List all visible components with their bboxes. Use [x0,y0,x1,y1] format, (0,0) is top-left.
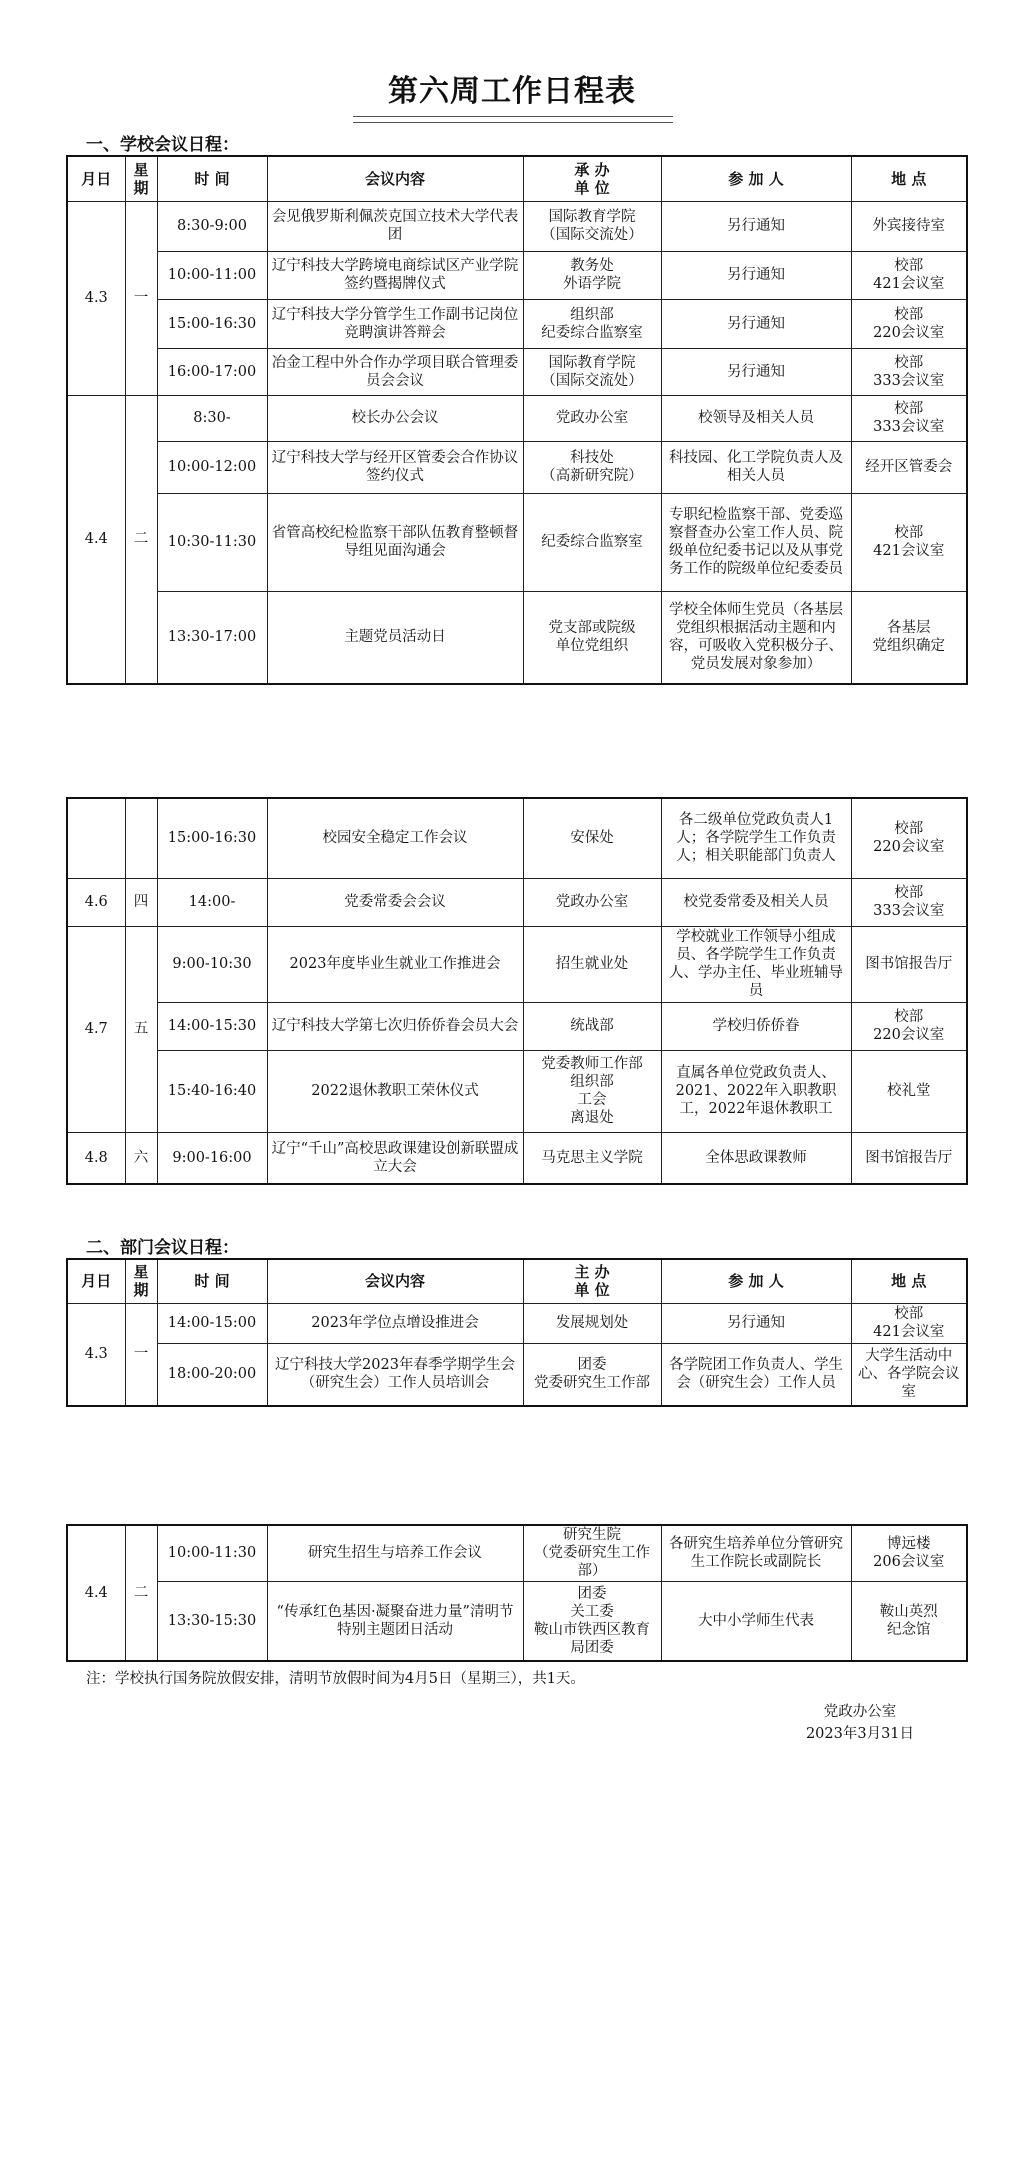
header-content: 会议内容 [267,156,523,201]
place-cell: 鞍山英烈 纪念馆 [851,1581,967,1661]
people-cell: 全体思政课教师 [661,1132,851,1184]
issuer-office: 党政办公室 [823,1704,897,1720]
org-cell: 组织部 纪委综合监察室 [523,299,661,348]
section-heading-school: 一、学校会议日程： [86,135,239,155]
table-row [67,1525,967,1581]
place-cell: 校部 220会议室 [851,1002,967,1050]
time-cell: 18:00-20:00 [157,1343,267,1406]
org-cell: 党委教师工作部 组织部 工会 离退处 [523,1050,661,1132]
content-cell: “传承红色基因·凝聚奋进力量”清明节特别主题团日活动 [267,1581,523,1661]
time-cell: 10:30-11:30 [157,493,267,591]
org-cell: 发展规划处 [523,1303,661,1343]
header-time: 时 间 [157,1259,267,1303]
time-cell: 8:30- [157,395,267,441]
time-cell: 8:30-9:00 [157,201,267,251]
people-cell: 另行通知 [661,348,851,395]
content-cell: 辽宁科技大学第七次归侨侨眷会员大会 [267,1002,523,1050]
issue-date: 2023年3月31日 [805,1726,915,1742]
school-schedule-table-continued [66,797,968,1185]
time-cell: 10:00-12:00 [157,441,267,493]
time-cell: 15:00-16:30 [157,299,267,348]
time-cell: 13:30-17:00 [157,591,267,684]
content-cell: 党委常委会会议 [267,878,523,926]
date-cell [67,798,125,878]
people-cell: 另行通知 [661,201,851,251]
place-cell: 校部 421会议室 [851,1303,967,1343]
org-cell: 党政办公室 [523,878,661,926]
place-cell: 校部 220会议室 [851,299,967,348]
content-cell: 辽宁科技大学2023年春季学期学生会（研究生会）工作人员培训会 [267,1343,523,1406]
org-cell: 党支部或院级 单位党组织 [523,591,661,684]
time-cell: 14:00-15:30 [157,1002,267,1050]
dept-schedule-table-continued [66,1524,968,1662]
table-row [67,878,967,926]
weekday-cell: 二 [125,395,157,684]
place-cell: 校部 421会议室 [851,251,967,299]
header-org: 承 办 单 位 [523,156,661,201]
place-cell: 大学生活动中心、各学院会议室 [851,1343,967,1406]
table-row [67,1581,967,1661]
table-row [67,441,967,493]
content-cell: 冶金工程中外合作办学项目联合管理委员会会议 [267,348,523,395]
people-cell: 直属各单位党政负责人、2021、2022年入职教职工，2022年退休教职工 [661,1050,851,1132]
content-cell: 2023年度毕业生就业工作推进会 [267,926,523,1002]
content-cell: 2022退休教职工荣休仪式 [267,1050,523,1132]
org-cell: 研究生院 （党委研究生工作部） [523,1525,661,1581]
time-cell: 9:00-10:30 [157,926,267,1002]
header-date: 月日 [67,156,125,201]
table-row [67,1303,967,1343]
place-cell: 校部 220会议室 [851,798,967,878]
header-people: 参 加 人 [661,1259,851,1303]
time-cell: 16:00-17:00 [157,348,267,395]
time-cell: 14:00-15:00 [157,1303,267,1343]
header-place: 地 点 [851,156,967,201]
people-cell: 另行通知 [661,251,851,299]
org-cell: 国际教育学院 （国际交流处） [523,348,661,395]
place-cell: 图书馆报告厅 [851,926,967,1002]
date-cell: 4.4 [67,395,125,684]
weekday-cell: 一 [125,1303,157,1406]
place-cell: 校礼堂 [851,1050,967,1132]
weekday-cell: 六 [125,1132,157,1184]
content-cell: 2023年学位点增设推进会 [267,1303,523,1343]
people-cell: 校党委常委及相关人员 [661,878,851,926]
place-cell: 各基层 党组织确定 [851,591,967,684]
weekday-cell: 五 [125,926,157,1132]
section-heading-dept: 二、部门会议日程： [86,1238,239,1258]
table-row [67,926,967,1002]
table-row [67,493,967,591]
table-row [67,798,967,878]
table-row [67,1343,967,1406]
time-cell: 15:40-16:40 [157,1050,267,1132]
people-cell: 校领导及相关人员 [661,395,851,441]
table-row [67,299,967,348]
people-cell: 学校就业工作领导小组成员、各学院学生工作负责人、学办主任、毕业班辅导员 [661,926,851,1002]
title-divider [353,116,673,123]
header-org: 主 办 单 位 [523,1259,661,1303]
time-cell: 9:00-16:00 [157,1132,267,1184]
weekday-cell: 四 [125,878,157,926]
header-content: 会议内容 [267,1259,523,1303]
weekday-cell: 一 [125,201,157,395]
table-row [67,395,967,441]
table-row [67,348,967,395]
date-cell: 4.8 [67,1132,125,1184]
header-time: 时 间 [157,156,267,201]
content-cell: 辽宁科技大学分管学生工作副书记岗位竞聘演讲答辩会 [267,299,523,348]
footnote: 注：学校执行国务院放假安排，清明节放假时间为4月5日（星期三），共1天。 [86,1671,585,1687]
people-cell: 学校全体师生党员（各基层党组织根据活动主题和内容，可吸收入党积极分子、党员发展对象参加） [661,591,851,684]
table-row [67,251,967,299]
place-cell: 外宾接待室 [851,201,967,251]
date-cell: 4.3 [67,1303,125,1406]
table-row [67,1002,967,1050]
place-cell: 经开区管委会 [851,441,967,493]
content-cell: 省管高校纪检监察干部队伍教育整顿督导组见面沟通会 [267,493,523,591]
time-cell: 15:00-16:30 [157,798,267,878]
header-week: 星 期 [125,156,157,201]
weekday-cell: 二 [125,1525,157,1661]
content-cell: 主题党员活动日 [267,591,523,684]
date-cell: 4.7 [67,926,125,1132]
place-cell: 图书馆报告厅 [851,1132,967,1184]
org-cell: 马克思主义学院 [523,1132,661,1184]
org-cell: 安保处 [523,798,661,878]
table-row [67,201,967,251]
content-cell: 辽宁科技大学跨境电商综试区产业学院签约暨揭牌仪式 [267,251,523,299]
school-schedule-table [66,155,968,685]
header-date: 月日 [67,1259,125,1303]
header-people: 参 加 人 [661,156,851,201]
table-row [67,1050,967,1132]
date-cell: 4.6 [67,878,125,926]
people-cell: 各学院团工作负责人、学生会（研究生会）工作人员 [661,1343,851,1406]
org-cell: 党政办公室 [523,395,661,441]
content-cell: 辽宁“千山”高校思政课建设创新联盟成立大会 [267,1132,523,1184]
header-week: 星 期 [125,1259,157,1303]
table-row [67,591,967,684]
org-cell: 国际教育学院 （国际交流处） [523,201,661,251]
content-cell: 研究生招生与培养工作会议 [267,1525,523,1581]
weekday-cell [125,798,157,878]
page-title: 第六周工作日程表 [388,74,636,109]
people-cell: 大中小学师生代表 [661,1581,851,1661]
date-cell: 4.4 [67,1525,125,1661]
org-cell: 科技处 （高新研究院） [523,441,661,493]
people-cell: 各研究生培养单位分管研究生工作院长或副院长 [661,1525,851,1581]
content-cell: 校园安全稳定工作会议 [267,798,523,878]
people-cell: 专职纪检监察干部、党委巡察督查办公室工作人员、院级单位纪委书记以及从事党务工作的院级单位纪委委员 [661,493,851,591]
content-cell: 校长办公会议 [267,395,523,441]
people-cell: 另行通知 [661,299,851,348]
place-cell: 校部 333会议室 [851,348,967,395]
org-cell: 纪委综合监察室 [523,493,661,591]
content-cell: 辽宁科技大学与经开区管委会合作协议签约仪式 [267,441,523,493]
org-cell: 团委 关工委 鞍山市铁西区教育局团委 [523,1581,661,1661]
content-cell: 会见俄罗斯利佩茨克国立技术大学代表团 [267,201,523,251]
table-row [67,1132,967,1184]
time-cell: 13:30-15:30 [157,1581,267,1661]
people-cell: 科技园、化工学院负责人及相关人员 [661,441,851,493]
people-cell: 学校归侨侨眷 [661,1002,851,1050]
people-cell: 各二级单位党政负责人1人；各学院学生工作负责人；相关职能部门负责人 [661,798,851,878]
place-cell: 校部 421会议室 [851,493,967,591]
place-cell: 校部 333会议室 [851,878,967,926]
place-cell: 博远楼 206会议室 [851,1525,967,1581]
org-cell: 团委 党委研究生工作部 [523,1343,661,1406]
people-cell: 另行通知 [661,1303,851,1343]
org-cell: 招生就业处 [523,926,661,1002]
date-cell: 4.3 [67,201,125,395]
time-cell: 14:00- [157,878,267,926]
org-cell: 统战部 [523,1002,661,1050]
dept-schedule-table [66,1258,968,1407]
org-cell: 教务处 外语学院 [523,251,661,299]
place-cell: 校部 333会议室 [851,395,967,441]
header-place: 地 点 [851,1259,967,1303]
time-cell: 10:00-11:00 [157,251,267,299]
time-cell: 10:00-11:30 [157,1525,267,1581]
